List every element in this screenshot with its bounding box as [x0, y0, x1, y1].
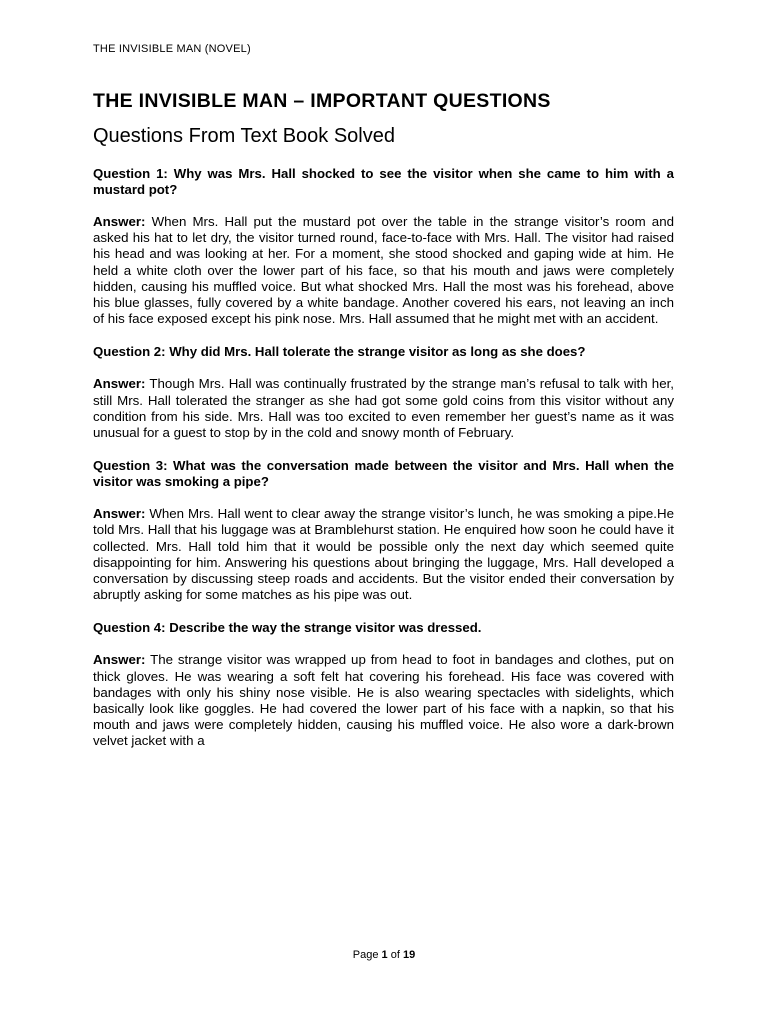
answer-text: When Mrs. Hall went to clear away the strange visitor’s lunch, he was smoking a pipe.He told Mrs. Hall that his luggage was at Bramblehurst station. He enquired how soon he could have it collected. Mrs. Hall told him that it would be possible only the next day which seemed quite disappointing for him. Answering his questions about bringing the luggage, Mrs. Hall developed a conversation by discussing steep roads and accidents. But the visitor ended their conversation by abruptly asking for some matches as his pipe was out. [93, 506, 674, 603]
answer-label: Answer: [93, 652, 146, 668]
answer-3 [93, 506, 674, 603]
page-word: Page [352, 949, 379, 961]
running-header: THE INVISIBLE MAN (NOVEL) [93, 43, 251, 55]
answer-4 [93, 652, 674, 749]
question-2: Question 2: Why did Mrs. Hall tolerate the strange visitor as long as she does? [93, 344, 586, 360]
answer-text: The strange visitor was wrapped up from head to foot in bandages and clothes, put on thick gloves. He was wearing a soft felt hat covering his forehead. His face was covered with bandages with only his shiny nose visible. He is also wearing spectacles with sidelights, which basically look like goggles. He had covered the lower part of his face with a napkin, so that his mouth and jaws were completely hidden, causing his muffled voice. He also wore a dark-brown velvet jacket with a [93, 652, 674, 749]
answer-1 [93, 214, 674, 327]
answer-label: Answer: [93, 506, 146, 522]
answer-2 [93, 376, 674, 441]
answer-text: When Mrs. Hall put the mustard pot over the table in the strange visitor’s room and asked his hat to let dry, the visitor turned round, face-to-face with Mrs. Hall. The visitor had raised his head and was looking at her. For a moment, she stood shocked and gaping wide at him. He held a white cloth over the lower part of his face, so that his mouth and jaws were completely hidden, causing his muffled voice. But what shocked Mrs. Hall the most was his forehead, above his blue glasses, fully covered by a white bandage. Another covered his ears, not leaving an inch of his face exposed except his pink nose. Mrs. Hall assumed that he might met with an accident. [93, 214, 674, 327]
page-total: 19 [402, 949, 416, 961]
qa-list [93, 166, 674, 767]
question-1: Question 1: Why was Mrs. Hall shocked to see the visitor when she came to him with a mustard pot? [93, 166, 674, 197]
answer-label: Answer: [93, 376, 146, 392]
page-subtitle: Questions From Text Book Solved [93, 125, 395, 147]
answer-text: Though Mrs. Hall was continually frustrated by the strange man’s refusal to talk with her, still Mrs. Hall tolerated the stranger as she had got some gold coins from this visitor without any condition from his side. Mrs. Hall was too excited to even remember her guest’s name as it was unusual for a guest to stop by in the cold and snowy month of February. [93, 376, 674, 441]
question-4: Question 4: Describe the way the strange visitor was dressed. [93, 620, 482, 636]
question-3: Question 3: What was the conversation made between the visitor and Mrs. Hall when the visitor was smoking a pipe? [93, 458, 674, 490]
page-title: THE INVISIBLE MAN – IMPORTANT QUESTIONS [93, 90, 551, 112]
of-word: of [390, 949, 400, 961]
page-footer [0, 949, 768, 961]
page-number: 1 [381, 949, 388, 961]
answer-label: Answer: [93, 214, 146, 229]
